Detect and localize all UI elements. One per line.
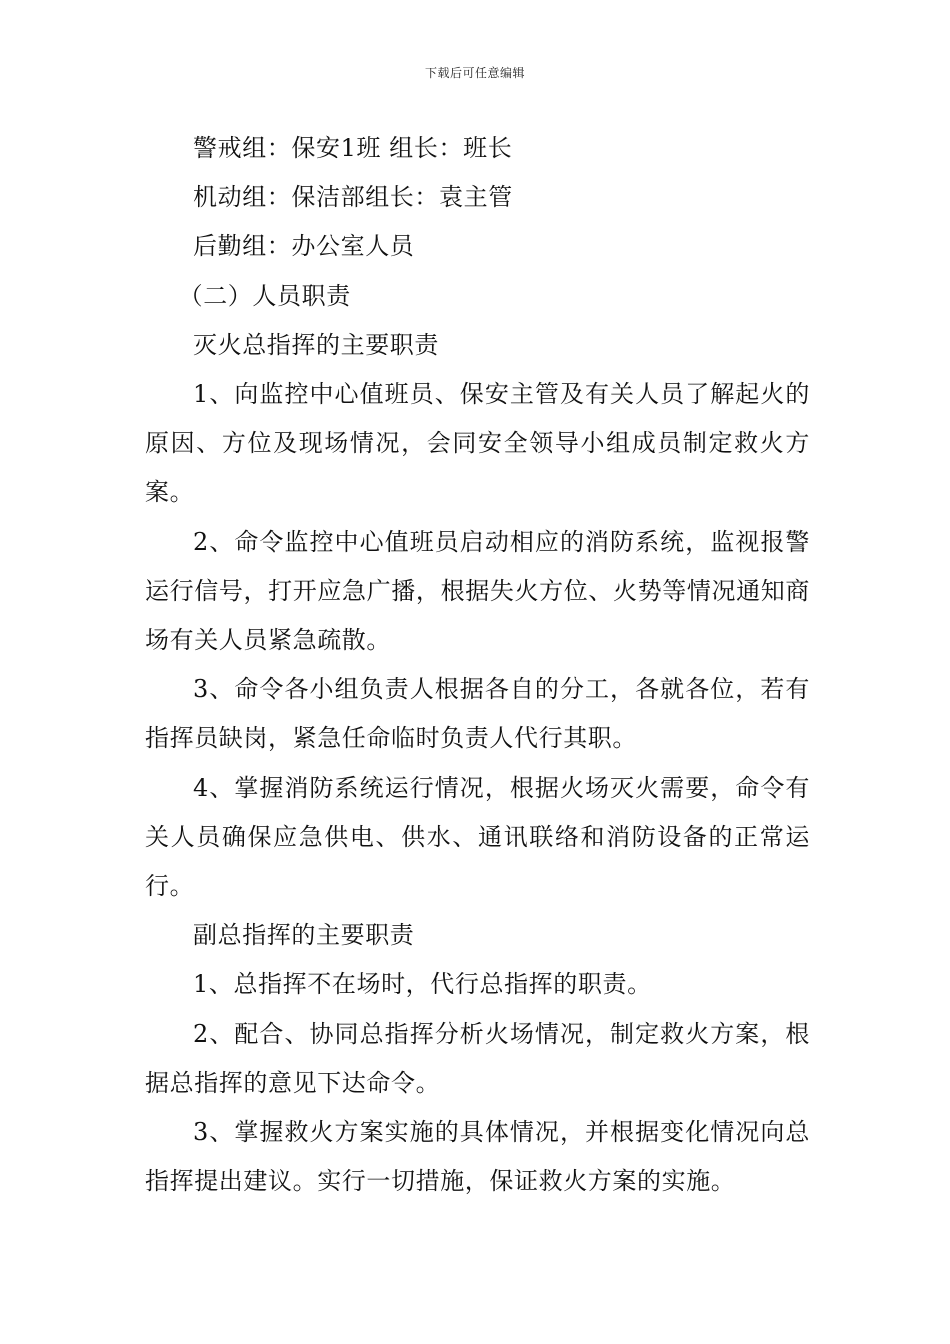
paragraph-logistics-group: 后勤组：办公室人员 [193,232,415,261]
document-body [145,124,810,1206]
paragraph-alert-group: 警戒组：保安1班 组长：班长 [193,134,513,162]
paragraph-deputy-duty-3: 3、掌握救火方案实施的具体情况，并根据变化情况向总指挥提出建议。实行一切措施，保证救火方案的实施。 [145,1118,810,1196]
paragraph-mobile-group: 机动组：保洁部组长：袁主管 [193,183,513,212]
section-heading-duties: （二）人员职责 [178,281,351,310]
paragraph-chief-duty-3: 3、命令各小组负责人根据各自的分工，各就各位，若有指挥员缺岗，紧急任命临时负责人代行其职。 [145,675,810,753]
paragraph-chief-duty-2: 2、命令监控中心值班员启动相应的消防系统，监视报警运行信号，打开应急广播，根据失火方位、火势等情况通知商场有关人员紧急疏散。 [145,527,810,655]
paragraph-chief-duty-1: 1、向监控中心值班员、保安主管及有关人员了解起火的原因、方位及现场情况，会同安全领导小组成员制定救火方案。 [145,380,810,507]
subheading-chief-commander-duties: 灭火总指挥的主要职责 [193,330,439,359]
paragraph-deputy-duty-2: 2、配合、协同总指挥分析火场情况，制定救火方案，根据总指挥的意见下达命令。 [145,1019,810,1097]
subheading-deputy-commander-duties: 副总指挥的主要职责 [193,921,415,950]
paragraph-chief-duty-4: 4、掌握消防系统运行情况，根据火场灭火需要，命令有关人员确保应急供电、供水、通讯联络和消防设备的正常运行。 [145,773,810,901]
paragraph-deputy-duty-1: 1、总指挥不在场时，代行总指挥的职责。 [193,970,652,999]
page-header-note: 下载后可任意编辑 [424,66,525,80]
